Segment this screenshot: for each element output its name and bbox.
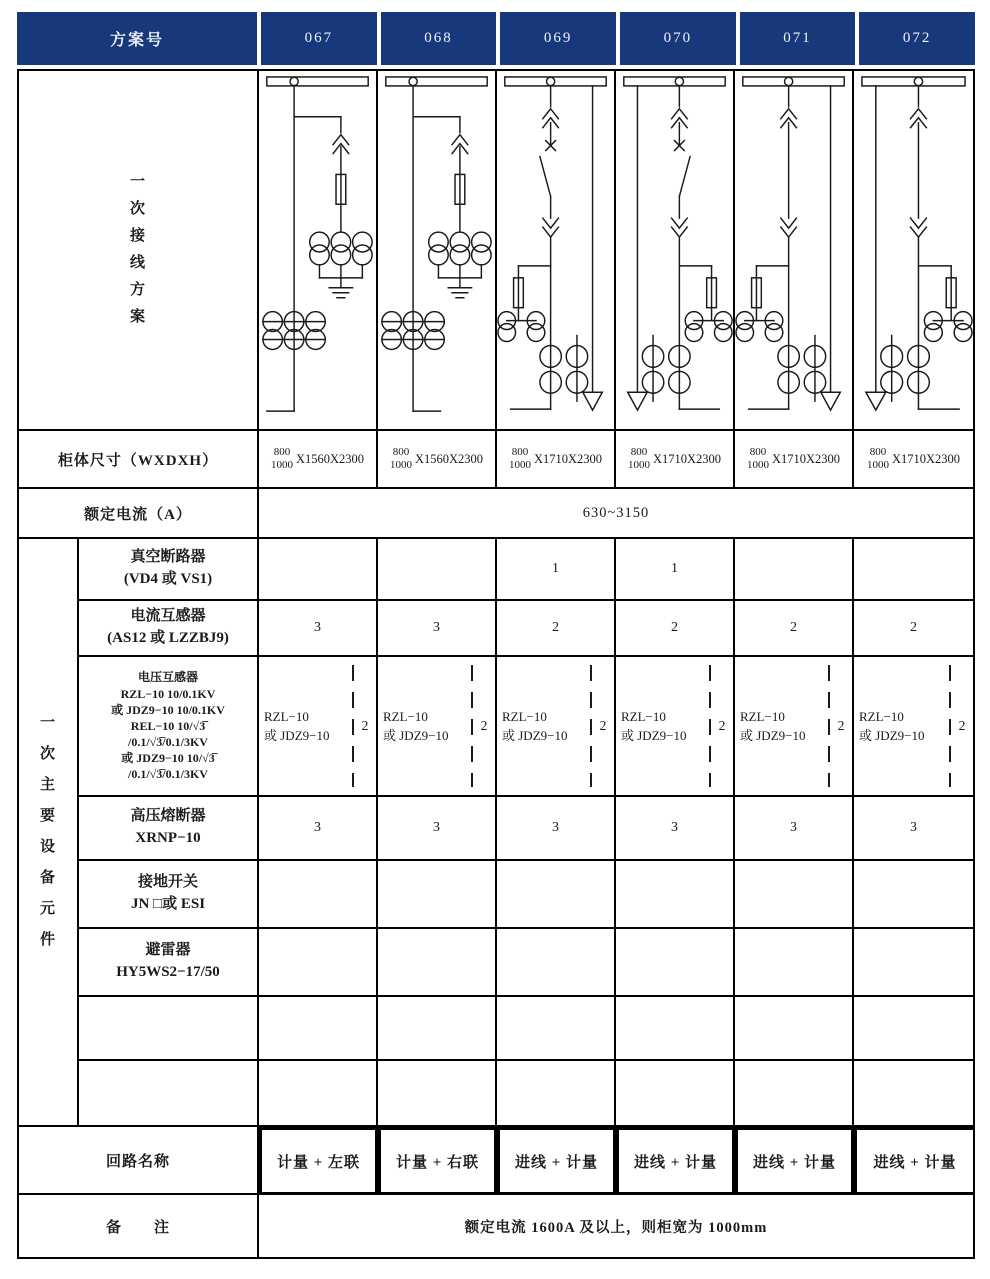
cell-spare-row-1-069 <box>497 997 616 1061</box>
cell-current-transformer-067: 3 <box>259 601 378 657</box>
cell-surge-arrester-069 <box>497 929 616 997</box>
cell-vacuum-breaker-067 <box>259 539 378 601</box>
cell-voltage-transformer-068 <box>378 657 497 797</box>
row-label-cabinet-size: 柜体尺寸（WXDXH） <box>19 431 259 489</box>
cabinet-size-069: 800 1000 X1710X2300 <box>497 431 616 489</box>
header-scheme-072: 072 <box>859 12 975 65</box>
circuit-name-071: 进线 + 计量 <box>735 1127 854 1195</box>
scheme-diagram-067 <box>259 71 378 431</box>
cabinet-size-072: 800 1000 X1710X2300 <box>854 431 973 489</box>
cell-vacuum-breaker-068 <box>378 539 497 601</box>
row-label-circuit-name: 回路名称 <box>19 1127 259 1195</box>
row-label-primary-wiring-scheme: 一 次 接 线 方 案 <box>19 71 259 431</box>
one-line-diagram-071 <box>735 71 852 429</box>
one-line-diagram-067 <box>259 71 376 429</box>
section-label-primary-main-equipment: 一 次 主 要 设 备 元 件 <box>19 539 79 1127</box>
cell-surge-arrester-072 <box>854 929 973 997</box>
cell-spare-row-2-069 <box>497 1061 616 1127</box>
pt-quantity: 2 <box>361 718 369 733</box>
cabinet-size-068: 800 1000 X1560X2300 <box>378 431 497 489</box>
row-label-earthing-switch: 接地开关 JN □或 ESI <box>79 861 259 929</box>
cell-surge-arrester-068 <box>378 929 497 997</box>
cell-spare-row-2-068 <box>378 1061 497 1127</box>
cell-current-transformer-071: 2 <box>735 601 854 657</box>
cell-spare-row-1-070 <box>616 997 735 1061</box>
cell-spare-row-1-071 <box>735 997 854 1061</box>
circuit-name-070: 进线 + 计量 <box>616 1127 735 1195</box>
scheme-diagram-068 <box>378 71 497 431</box>
cell-vacuum-breaker-069: 1 <box>497 539 616 601</box>
remarks-value: 额定电流 1600A 及以上，则柜宽为 1000mm <box>464 1219 768 1236</box>
cell-hv-fuse-067: 3 <box>259 797 378 861</box>
scheme-diagram-070 <box>616 71 735 431</box>
cell-spare-row-1-068 <box>378 997 497 1061</box>
cell-earthing-switch-068 <box>378 861 497 929</box>
pt-quantity: 2 <box>718 718 726 733</box>
header-scheme-070: 070 <box>620 12 736 65</box>
pt-quantity: 2 <box>958 718 966 733</box>
cell-hv-fuse-072: 3 <box>854 797 973 861</box>
row-label-hv-fuse: 高压熔断器 XRNP−10 <box>79 797 259 861</box>
cell-current-transformer-070: 2 <box>616 601 735 657</box>
pt-model-text: RZL−10 或 JDZ9−10 <box>859 708 925 743</box>
row-label-voltage-transformer: 电压互感器 RZL−10 10/0.1KV 或 JDZ9−10 10/0.1KV REL−10 10/√3̅ /0.1/√3̅/0.1/3KV 或 JDZ9−10 10/√3̅ /0.1/√3̅/0.1/3KV <box>79 657 259 797</box>
header-scheme-071: 071 <box>740 12 856 65</box>
cell-current-transformer-069: 2 <box>497 601 616 657</box>
cell-vacuum-breaker-071 <box>735 539 854 601</box>
cell-earthing-switch-071 <box>735 861 854 929</box>
cell-earthing-switch-069 <box>497 861 616 929</box>
circuit-name-068: 计量 + 右联 <box>378 1127 497 1195</box>
pt-model-text: RZL−10 或 JDZ9−10 <box>383 708 449 743</box>
pt-model-text: RZL−10 或 JDZ9−10 <box>264 708 330 743</box>
scheme-diagram-072 <box>854 71 973 431</box>
cell-spare-row-1-067 <box>259 997 378 1061</box>
switchgear-scheme-sheet <box>17 12 975 1259</box>
row-label-rated-current: 额定电流（A） <box>19 489 259 539</box>
cell-voltage-transformer-067 <box>259 657 378 797</box>
cell-current-transformer-068: 3 <box>378 601 497 657</box>
cabinet-size-067: 800 1000 X1560X2300 <box>259 431 378 489</box>
cell-current-transformer-072: 2 <box>854 601 973 657</box>
spec-table <box>17 69 975 1259</box>
one-line-diagram-072 <box>854 71 973 429</box>
cell-hv-fuse-069: 3 <box>497 797 616 861</box>
cell-hv-fuse-070: 3 <box>616 797 735 861</box>
rated-current-value: 630~3150 <box>259 489 973 539</box>
cell-hv-fuse-071: 3 <box>735 797 854 861</box>
header-scheme-068: 068 <box>381 12 497 65</box>
pt-model-text: RZL−10 或 JDZ9−10 <box>740 708 806 743</box>
cabinet-size-071: 800 1000 X1710X2300 <box>735 431 854 489</box>
cell-spare-row-2-071 <box>735 1061 854 1127</box>
row-label-vacuum-breaker: 真空断路器 (VD4 或 VS1) <box>79 539 259 601</box>
cell-earthing-switch-067 <box>259 861 378 929</box>
cabinet-size-070: 800 1000 X1710X2300 <box>616 431 735 489</box>
pt-model-text: RZL−10 或 JDZ9−10 <box>621 708 687 743</box>
header-scheme-069: 069 <box>500 12 616 65</box>
cell-surge-arrester-067 <box>259 929 378 997</box>
pt-model-text: RZL−10 或 JDZ9−10 <box>502 708 568 743</box>
cell-spare-row-2-072 <box>854 1061 973 1127</box>
cell-vacuum-breaker-072 <box>854 539 973 601</box>
cell-vacuum-breaker-070: 1 <box>616 539 735 601</box>
one-line-diagram-068 <box>378 71 495 429</box>
pt-quantity: 2 <box>480 718 488 733</box>
pt-quantity: 2 <box>837 718 845 733</box>
cell-hv-fuse-068: 3 <box>378 797 497 861</box>
row-label-spare-row-1 <box>79 997 259 1061</box>
cell-voltage-transformer-070 <box>616 657 735 797</box>
cell-earthing-switch-072 <box>854 861 973 929</box>
cell-voltage-transformer-071 <box>735 657 854 797</box>
cell-voltage-transformer-072 <box>854 657 973 797</box>
row-label-surge-arrester: 避雷器 HY5WS2−17/50 <box>79 929 259 997</box>
one-line-diagram-069 <box>497 71 614 429</box>
cell-earthing-switch-070 <box>616 861 735 929</box>
header-scheme-067: 067 <box>261 12 377 65</box>
table-header <box>17 12 975 65</box>
row-label-remarks: 备 注 <box>19 1195 259 1257</box>
cell-voltage-transformer-069 <box>497 657 616 797</box>
header-scheme-number-label: 方案号 <box>17 12 257 65</box>
circuit-name-069: 进线 + 计量 <box>497 1127 616 1195</box>
cell-surge-arrester-070 <box>616 929 735 997</box>
circuit-name-067: 计量 + 左联 <box>259 1127 378 1195</box>
pt-quantity: 2 <box>599 718 607 733</box>
circuit-name-072: 进线 + 计量 <box>854 1127 973 1195</box>
cell-spare-row-1-072 <box>854 997 973 1061</box>
one-line-diagram-070 <box>616 71 733 429</box>
row-label-current-transformer: 电流互感器 (AS12 或 LZZBJ9) <box>79 601 259 657</box>
cell-surge-arrester-071 <box>735 929 854 997</box>
row-label-spare-row-2 <box>79 1061 259 1127</box>
scheme-diagram-071 <box>735 71 854 431</box>
cell-spare-row-2-067 <box>259 1061 378 1127</box>
scheme-diagram-069 <box>497 71 616 431</box>
cell-spare-row-2-070 <box>616 1061 735 1127</box>
